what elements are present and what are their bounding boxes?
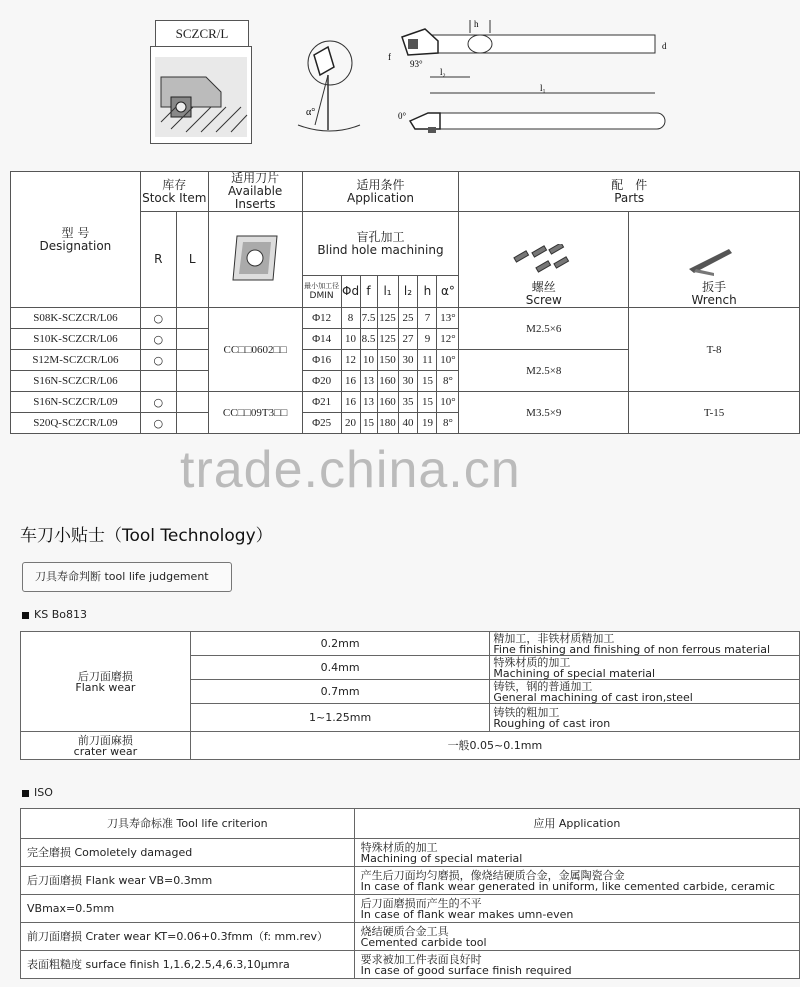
wrench-icon bbox=[674, 244, 754, 278]
d-header: Φd bbox=[341, 276, 360, 308]
svg-text:93°: 93° bbox=[410, 59, 423, 69]
parts-header: 配 件 Parts bbox=[459, 172, 800, 212]
table-row: S16N-SCZCR/L09 ○ CC□□09T3□□ Φ21 16 13 160 35 15 10° M3.5×9 T-15 bbox=[11, 392, 800, 413]
screw-m3-5x9: M3.5×9 bbox=[459, 392, 629, 434]
application-header: 适用条件 Application bbox=[302, 172, 459, 212]
table-row: S08K-SCZCR/L06 ○ CC□□0602□□ Φ12 8 7.5 125 25 7 13° M2.5×6 T-8 bbox=[11, 308, 800, 329]
blind-hole-header: 盲孔加工 Blind hole machining bbox=[302, 212, 459, 276]
wrench-t8: T-8 bbox=[629, 308, 800, 392]
ks-label: KS Bo813 bbox=[22, 608, 87, 621]
table-row: 完全磨损 Comoletely damaged 特殊材质的加工 Machining of special material bbox=[21, 839, 800, 867]
svg-text:α°: α° bbox=[306, 107, 316, 118]
table-row: 前刀面麻损 crater wear 一般0.05~0.1mm bbox=[21, 732, 800, 760]
iso-label: ISO bbox=[22, 786, 53, 799]
table-row: 前刀面磨损 Crater wear KT=0.06+0.3fmm（f: mm.rev） 烧结硬质合金工具 Cemented carbide tool bbox=[21, 923, 800, 951]
criterion-header: 刀具寿命标准 Tool life criterion bbox=[21, 809, 355, 839]
designation-header: 型 号 Designation bbox=[11, 172, 141, 308]
table-row: 表面粗糙度 surface finish 1,1.6,2.5,4,6.3,10μmra 要求被加工件表面良好时 In case of good surface finish required bbox=[21, 951, 800, 979]
table-row: 0.4mm 特殊材质的加工 Machining of special material bbox=[21, 656, 800, 680]
ks-table bbox=[20, 631, 800, 760]
tool-photo bbox=[150, 46, 252, 144]
section-title: 车刀小贴士（Tool Technology） bbox=[20, 526, 273, 546]
wrench-t15: T-15 bbox=[629, 392, 800, 434]
stock-r-header: R bbox=[140, 212, 176, 308]
iso-table bbox=[20, 808, 800, 979]
stock-l-header: L bbox=[176, 212, 208, 308]
svg-text:0°: 0° bbox=[398, 111, 407, 121]
svg-text:f: f bbox=[388, 52, 391, 62]
insert-image bbox=[208, 212, 302, 308]
insert-cc09t3: CC□□09T3□□ bbox=[208, 392, 302, 434]
table-row: VBmax=0.5mm 后刀面磨损而产生的不平 In case of flank wear makes umn-even bbox=[21, 895, 800, 923]
table-row: S20Q-SCZCR/L09 ○ Φ25 20 15 180 40 19 8° bbox=[11, 413, 800, 434]
inserts-header: 适用刀片 Available Inserts bbox=[208, 172, 302, 212]
svg-text:l₂: l₂ bbox=[440, 67, 446, 77]
f-header: f bbox=[360, 276, 377, 308]
dmin-header: 最小加工径 DMIN bbox=[302, 276, 341, 308]
screw-icon bbox=[504, 244, 584, 278]
application-header: 应用 Application bbox=[354, 809, 799, 839]
square-bullet-icon bbox=[22, 612, 29, 619]
screw-m2-5x8: M2.5×8 bbox=[459, 350, 629, 392]
tool-drawing bbox=[290, 15, 670, 155]
l2-header: l₂ bbox=[398, 276, 418, 308]
svg-text:h: h bbox=[474, 19, 479, 29]
table-row: S10K-SCZCR/L06 ○ Φ14 10 8.5 125 27 9 12° bbox=[11, 329, 800, 350]
model-label: SCZCR/L bbox=[155, 20, 249, 48]
table-row: 0.7mm 铸铁，钢的普通加工 General machining of cast iron,steel bbox=[21, 680, 800, 704]
screw-header: 螺丝 Screw bbox=[459, 212, 629, 308]
flank-wear-label: 后刀面磨损 Flank wear bbox=[21, 632, 191, 732]
crater-wear-label: 前刀面麻损 crater wear bbox=[21, 732, 191, 760]
table-row: S16N-SCZCR/L06 Φ20 16 13 160 30 15 8° bbox=[11, 371, 800, 392]
spec-table bbox=[10, 171, 800, 434]
watermark: trade.china.cn bbox=[180, 441, 521, 499]
h-header: h bbox=[418, 276, 437, 308]
wrench-header: 扳手 Wrench bbox=[629, 212, 800, 308]
l1-header: l₁ bbox=[377, 276, 398, 308]
table-row: S12M-SCZCR/L06 ○ Φ16 12 10 150 30 11 10° M2.5×8 bbox=[11, 350, 800, 371]
insert-cc0602: CC□□0602□□ bbox=[208, 308, 302, 392]
svg-text:l₁: l₁ bbox=[540, 83, 546, 93]
alpha-header: α° bbox=[437, 276, 459, 308]
table-row: 1~1.25mm 铸铁的粗加工 Roughing of cast iron bbox=[21, 704, 800, 732]
insert-icon bbox=[225, 228, 285, 288]
screw-m2-5x6: M2.5×6 bbox=[459, 308, 629, 350]
table-row: 后刀面磨损 Flank wear VB=0.3mm 产生后刀面均匀磨损，像烧结硬质合金，金属陶瓷合金 In case of flank wear generated in uniform, like cemented carbide, ceramic bbox=[21, 867, 800, 895]
svg-text:d: d bbox=[662, 41, 667, 51]
tool-life-box: 刀具寿命判断 tool life judgement bbox=[22, 562, 232, 592]
stock-header: 库存 Stock Item bbox=[140, 172, 208, 212]
square-bullet-icon bbox=[22, 790, 29, 797]
table-row: 后刀面磨损 Flank wear 0.2mm 精加工，非铁材质精加工 Fine finishing and finishing of non ferrous material bbox=[21, 632, 800, 656]
